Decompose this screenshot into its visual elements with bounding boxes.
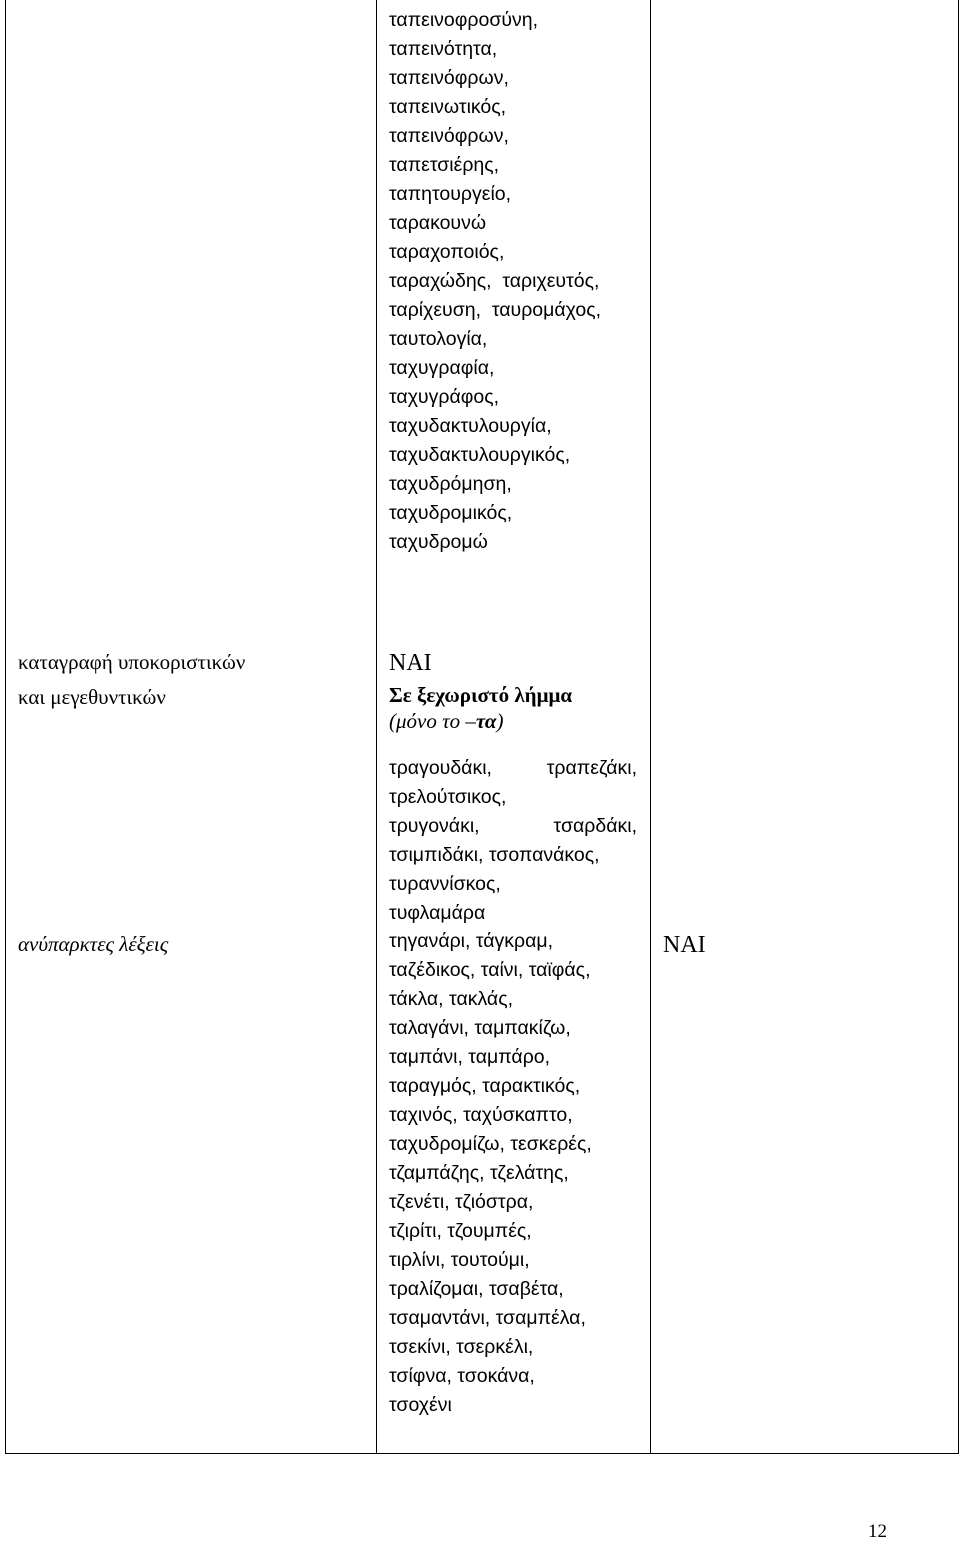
table-border-bottom	[5, 1453, 959, 1454]
word-line: ταχυδακτυλουργικός,	[389, 444, 571, 466]
only-ta-prefix: (μόνο το	[389, 709, 466, 733]
table-border-col2	[650, 0, 651, 1454]
only-ta-note	[389, 707, 504, 736]
word-line: ταμπάνι, ταμπάρο,	[389, 1046, 551, 1068]
word-line: ταχινός, ταχύσκαπτο,	[389, 1104, 573, 1126]
example-line: τρελούτσικος,	[389, 786, 507, 808]
word-line: τάκλα, τακλάς,	[389, 988, 514, 1010]
only-ta-dash: –	[465, 709, 476, 733]
word-line: ταραγμός, ταρακτικός,	[389, 1075, 581, 1097]
word-line: ταπεινόφρων,	[389, 125, 509, 147]
word-line: ταπεινόφρων,	[389, 67, 509, 89]
example-word: τραγουδάκι,	[389, 757, 492, 779]
table-border-right	[958, 0, 959, 1454]
word-line: ταραχώδης, ταριχευτός,	[389, 270, 600, 292]
word-line: ταλαγάνι, ταμπακίζω,	[389, 1017, 571, 1039]
example-word: τρυγονάκι,	[389, 815, 480, 837]
word-line: ταχυγραφία,	[389, 357, 495, 379]
example-line	[389, 754, 637, 783]
example-word: τραπεζάκι,	[546, 757, 637, 779]
only-ta-bold: τα	[475, 709, 497, 733]
example-line: τυφλαμάρα	[389, 902, 486, 924]
word-line: ταπεινότητα,	[389, 38, 498, 60]
word-line: τιρλίνι, τουτούμι,	[389, 1249, 530, 1271]
word-line: τηγανάρι, τάγκραμ,	[389, 930, 554, 952]
diminutives-label-line1: καταγραφή υποκοριστικών	[18, 650, 246, 674]
table-border-col1	[376, 0, 377, 1454]
word-line: ταρακουνώ	[389, 212, 487, 234]
word-line: τζαμπάζης, τζελάτης,	[389, 1162, 569, 1184]
only-ta-suffix: )	[496, 709, 504, 733]
table-border-left	[5, 0, 6, 1454]
word-line: ταχυδρομίζω, τεσκερές,	[389, 1133, 592, 1155]
example-line	[389, 812, 637, 841]
word-line: ταχυδακτυλουργία,	[389, 415, 552, 437]
word-line: ταχυδρόμηση,	[389, 473, 512, 495]
diminutives-answer: ΝΑΙ	[389, 650, 432, 676]
word-line: ταπητουργείο,	[389, 183, 512, 205]
word-line: τσαμαντάνι, τσαμπέλα,	[389, 1307, 586, 1329]
diminutive-examples	[389, 754, 637, 928]
word-line: τσεκίνι, τσερκέλι,	[389, 1336, 534, 1358]
word-line: ταρίχευση, ταυρομάχος,	[389, 299, 602, 321]
word-line: ταυτολογία,	[389, 328, 488, 350]
example-word: τσαρδάκι,	[553, 815, 637, 837]
word-line: ταραχοποιός,	[389, 241, 505, 263]
word-line: ταχυγράφος,	[389, 386, 500, 408]
word-line: τραλίζομαι, τσαβέτα,	[389, 1278, 564, 1300]
top-row-word-list	[389, 6, 601, 557]
word-line: ταπεινοφροσύνη,	[389, 9, 539, 31]
page-number: 12	[868, 1521, 887, 1542]
nonexistent-words-label: ανύπαρκτες λέξεις	[18, 932, 169, 956]
example-line: τσιμπιδάκι, τσοπανάκος,	[389, 844, 600, 866]
word-line: τσίφνα, τσοκάνα,	[389, 1365, 535, 1387]
word-line: ταχυδρομώ	[389, 531, 488, 553]
word-line: τζιρίτι, τζουμπές,	[389, 1220, 532, 1242]
word-line: ταπεινωτικός,	[389, 96, 507, 118]
example-line: τυραννίσκος,	[389, 873, 501, 895]
word-line: ταπετσιέρης,	[389, 154, 500, 176]
word-line: ταχυδρομικός,	[389, 502, 513, 524]
word-line: τζενέτι, τζιόστρα,	[389, 1191, 534, 1213]
separate-entry-note: Σε ξεχωριστό λήμμα	[389, 683, 573, 707]
diminutives-label-line2: και μεγεθυντικών	[18, 685, 166, 709]
word-line: τσοχένι	[389, 1394, 452, 1416]
nonexistent-words-list	[389, 927, 592, 1420]
nonexistent-answer: ΝΑΙ	[663, 932, 706, 958]
word-line: ταζέδικος, ταίνι, ταϊφάς,	[389, 959, 591, 981]
